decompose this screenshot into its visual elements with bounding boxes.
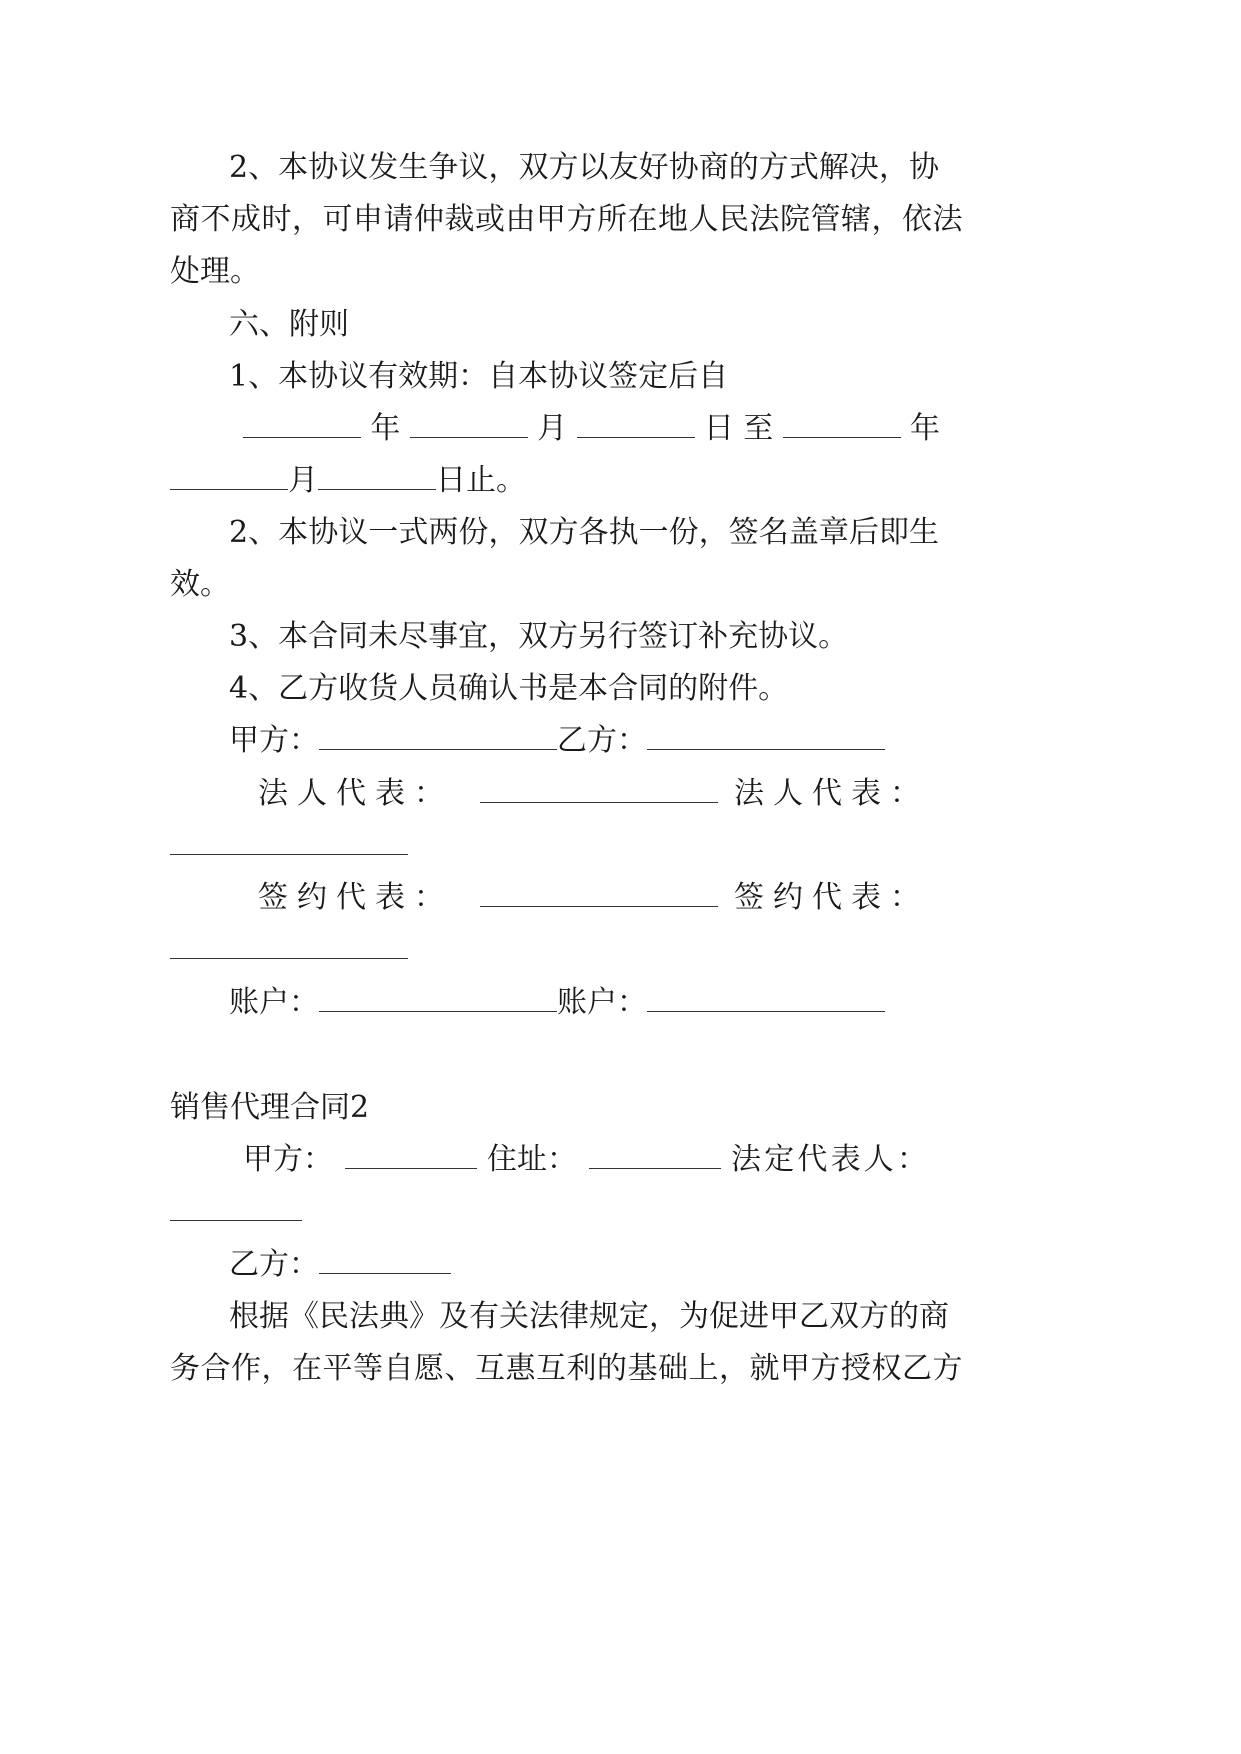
contract-2-intro-line-1: 根据《民法典》及有关法律规定，为促进甲乙双方的商 [229, 1299, 949, 1334]
signature-parties-line [229, 721, 885, 761]
legal-rep-b-blank-line [170, 826, 408, 866]
c2-legal-rep-label: 法 定 代 表 人 ： [731, 1142, 927, 1177]
copies-clause-line-1: 2、本协议一式两份，双方各执一份，签名盖章后即生 [229, 515, 940, 550]
to-label: 至 [743, 411, 774, 446]
account-a-label: 账户： [229, 985, 319, 1020]
account-a-blank[interactable] [319, 985, 557, 1012]
account-line [229, 983, 885, 1023]
c2-address-blank[interactable] [589, 1142, 721, 1169]
sign-rep-b-blank-line [170, 930, 408, 970]
dispute-clause-line-3 [170, 252, 260, 292]
c2-party-a-label: 甲 方 ： [243, 1142, 333, 1177]
section-6-title: 六、附则 [229, 307, 349, 342]
dispute-clause-line-1 [229, 148, 939, 188]
dispute-clause-text-3: 处理。 [170, 254, 260, 289]
validity-clause: 1、本协议有效期：自本协议签定后自 [229, 359, 729, 394]
sign-rep-a-label: 签 约 代 表 ： [258, 880, 444, 915]
c2-party-b-label: 乙方： [229, 1247, 319, 1282]
party-a-label: 甲方： [229, 723, 319, 758]
supplement-clause: 3、本合同未尽事宜，双方另行签订补充协议。 [229, 619, 849, 654]
sign-rep-line [258, 878, 940, 918]
end-year-blank[interactable] [783, 411, 901, 438]
legal-rep-a-blank[interactable] [480, 776, 718, 803]
year-label: 年 [370, 411, 401, 446]
legal-rep-a-label: 法 人 代 表 ： [258, 776, 444, 811]
month-label: 月 [537, 411, 568, 446]
contract-2-title: 销售代理合同2 [170, 1090, 370, 1125]
day-label: 日 [703, 411, 734, 446]
attachment-clause: 4、乙方收货人员确认书是本合同的附件。 [229, 671, 789, 706]
start-day-blank[interactable] [577, 411, 695, 438]
start-month-blank[interactable] [410, 411, 528, 438]
account-b-blank[interactable] [647, 985, 885, 1012]
end-month-blank[interactable] [170, 463, 288, 490]
c2-legal-rep-blank-line [170, 1192, 302, 1232]
dispute-clause-line-2 [170, 200, 963, 240]
legal-rep-b-label: 法 人 代 表 ： [734, 776, 920, 811]
contract-2-party-a-line [243, 1140, 940, 1180]
validity-date-line [243, 409, 940, 449]
c2-legal-rep-blank[interactable] [170, 1194, 302, 1221]
contract-2-intro-line-2: 务合作，在平等自愿、互惠互利的基础上，就甲方授权乙方 [170, 1351, 963, 1386]
party-a-blank[interactable] [319, 723, 557, 750]
party-b-blank[interactable] [647, 723, 885, 750]
end-month-label: 月 [288, 463, 318, 498]
end-day-label: 日止。 [436, 463, 526, 498]
end-year-label: 年 [910, 411, 940, 446]
validity-end-line [170, 461, 526, 501]
sign-rep-b-blank[interactable] [170, 932, 408, 959]
legal-rep-b-blank[interactable] [170, 828, 408, 855]
contract-2-party-b-line [229, 1245, 451, 1285]
sign-rep-a-blank[interactable] [480, 880, 718, 907]
legal-rep-line [258, 774, 940, 814]
copies-clause-line-2: 效。 [170, 567, 230, 602]
account-b-label: 账户： [557, 985, 647, 1020]
dispute-clause-text-2: 商不成时，可申请仲裁或由甲方所在地人民法院管辖，依法 [170, 202, 963, 237]
party-b-label: 乙方： [557, 723, 647, 758]
end-day-blank[interactable] [318, 463, 436, 490]
start-year-blank[interactable] [243, 411, 361, 438]
c2-party-b-blank[interactable] [319, 1247, 451, 1274]
sign-rep-b-label: 签 约 代 表 ： [734, 880, 920, 915]
dispute-clause-text-1: 2、本协议发生争议，双方以友好协商的方式解决，协 [229, 150, 940, 185]
c2-party-a-blank[interactable] [345, 1142, 477, 1169]
c2-address-label: 住 址 ： [487, 1142, 577, 1177]
